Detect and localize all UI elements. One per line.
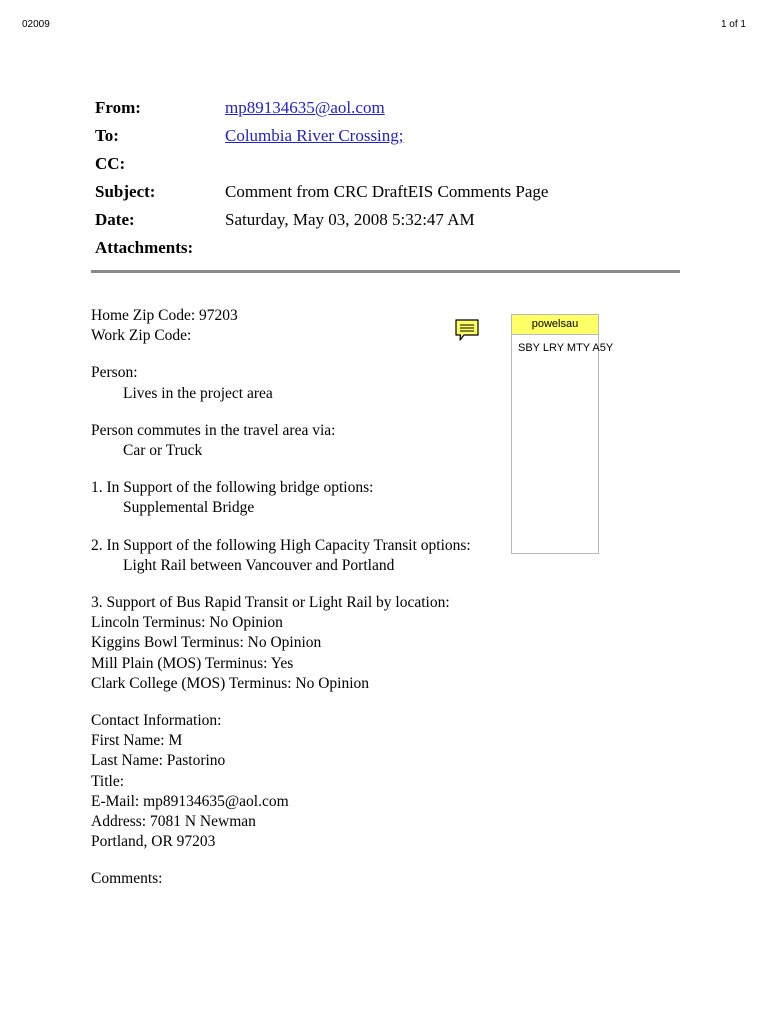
date-row: [95, 206, 685, 234]
from-label: From:: [95, 98, 141, 117]
date-label: Date:: [95, 210, 135, 229]
person-value: Lives in the project area: [123, 384, 273, 402]
page-count: 1 of 1: [720, 19, 746, 30]
clark-terminus: Clark College (MOS) Terminus: No Opinion: [91, 674, 370, 692]
annotation-popup[interactable]: [511, 314, 614, 554]
cc-row: [95, 150, 685, 178]
lincoln-terminus: Lincoln Terminus: No Opinion: [91, 614, 283, 632]
commute-value: Car or Truck: [123, 442, 203, 460]
work-zip: Work Zip Code:: [91, 327, 192, 345]
to-label: To:: [95, 126, 119, 145]
millplain-terminus: Mill Plain (MOS) Terminus: Yes: [91, 654, 294, 672]
contact-email: E-Mail: mp89134635@aol.com: [91, 792, 289, 810]
first-name: First Name: M: [91, 732, 183, 750]
bridge-value: Supplemental Bridge: [123, 499, 255, 517]
to-link[interactable]: Columbia River Crossing;: [225, 126, 404, 145]
kiggins-terminus: Kiggins Bowl Terminus: No Opinion: [91, 634, 322, 652]
title: Title:: [91, 772, 125, 790]
annotation-author: powelsau: [512, 315, 598, 335]
attachments-label: Attachments:: [95, 238, 194, 257]
subject-value: Comment from CRC DraftEIS Comments Page: [225, 182, 549, 201]
comments-label: Comments:: [91, 870, 163, 888]
person-label: Person:: [91, 364, 138, 382]
date-value: Saturday, May 03, 2008 5:32:47 AM: [225, 210, 475, 229]
contact-label: Contact Information:: [91, 712, 222, 730]
subject-label: Subject:: [95, 182, 156, 201]
home-zip: Home Zip Code: 97203: [91, 307, 238, 324]
location-label: 3. Support of Bus Rapid Transit or Light Rail by location:: [91, 594, 450, 612]
transit-value: Light Rail between Vancouver and Portland: [123, 556, 395, 574]
email-body: [91, 306, 501, 890]
cc-label: CC:: [95, 154, 126, 173]
transit-label: 2. In Support of the following High Capacity Transit options:: [91, 536, 471, 554]
bridge-label: 1. In Support of the following bridge options:: [91, 479, 374, 497]
comment-note-icon[interactable]: [454, 318, 480, 342]
to-row: [95, 122, 685, 150]
attachments-row: [95, 234, 685, 262]
from-row: [95, 94, 685, 122]
subject-row: [95, 178, 685, 206]
document-id: 02009: [22, 19, 50, 30]
annotation-text: SBY LRY MTY A5Y: [518, 342, 614, 354]
header-divider: [91, 270, 680, 273]
address: Address: 7081 N Newman: [91, 813, 256, 831]
last-name: Last Name: Pastorino: [91, 752, 226, 770]
city-state-zip: Portland, OR 97203: [91, 833, 216, 851]
commute-label: Person commutes in the travel area via:: [91, 421, 336, 439]
email-header: [95, 94, 685, 262]
from-link[interactable]: mp89134635@aol.com: [225, 98, 385, 117]
